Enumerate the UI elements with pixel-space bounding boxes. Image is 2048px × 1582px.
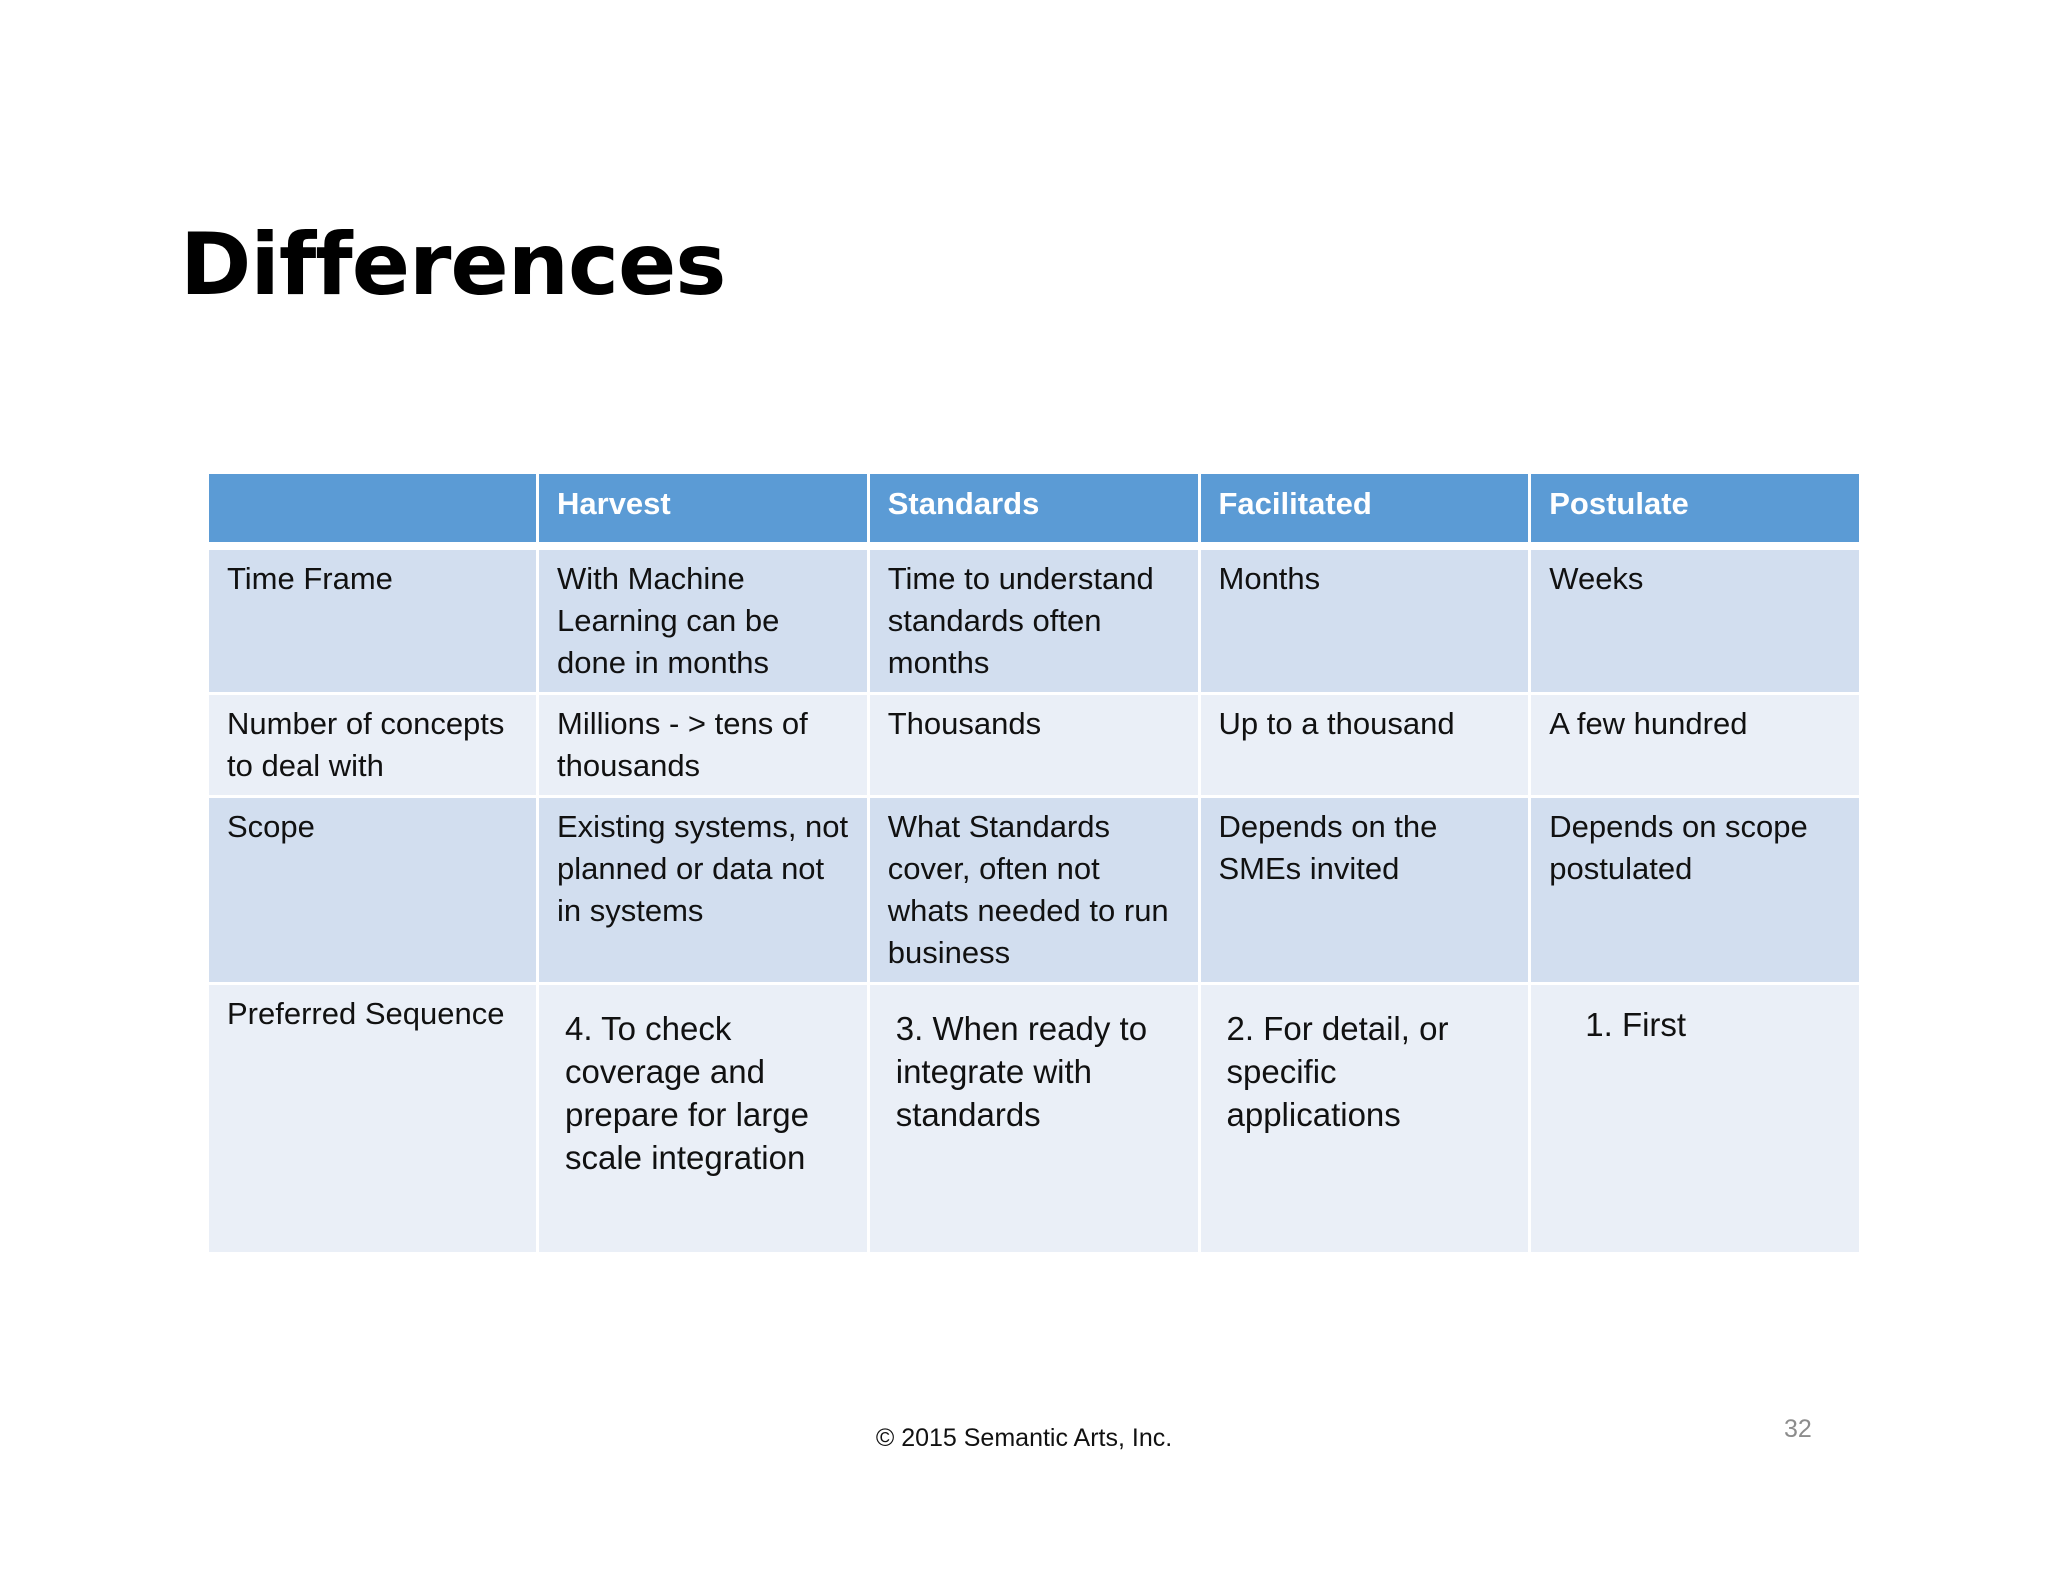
table-row [208, 546, 1861, 694]
table-cell: Millions - > tens of thousands [538, 693, 869, 796]
table-cell: Weeks [1530, 546, 1861, 694]
table-cell: 2. For detail, or specific applications [1199, 983, 1530, 1253]
table-cell: 1. First [1530, 983, 1861, 1253]
table-cell: Thousands [868, 693, 1199, 796]
table-row [208, 796, 1861, 983]
table-cell: Existing systems, not planned or data not in systems [538, 796, 869, 983]
row-label-scope: Scope [208, 796, 538, 983]
differences-table [206, 471, 1862, 1255]
table-cell: What Standards cover, often not whats needed to run business [868, 796, 1199, 983]
table-header-row [208, 473, 1861, 546]
row-label-preferred-sequence: Preferred Sequence [208, 983, 538, 1253]
table-row [208, 693, 1861, 796]
table-cell: Up to a thousand [1199, 693, 1530, 796]
row-label-time-frame: Time Frame [208, 546, 538, 694]
table-cell: Months [1199, 546, 1530, 694]
header-cell-empty [208, 473, 538, 546]
row-label-number-of-concepts: Number of concepts to deal with [208, 693, 538, 796]
header-cell-facilitated: Facilitated [1199, 473, 1530, 546]
table-cell: Time to understand standards often months [868, 546, 1199, 694]
slide-title: Differences [180, 215, 726, 315]
table-cell: Depends on scope postulated [1530, 796, 1861, 983]
table-cell: With Machine Learning can be done in months [538, 546, 869, 694]
table-cell: Depends on the SMEs invited [1199, 796, 1530, 983]
table-cell: 4. To check coverage and prepare for large scale integration [538, 983, 869, 1253]
header-cell-postulate: Postulate [1530, 473, 1861, 546]
footer-copyright: © 2015 Semantic Arts, Inc. [875, 1424, 1173, 1452]
header-cell-harvest: Harvest [538, 473, 869, 546]
header-cell-standards: Standards [868, 473, 1199, 546]
table-row [208, 983, 1861, 1253]
table-cell: A few hundred [1530, 693, 1861, 796]
page-number: 32 [1784, 1415, 1812, 1443]
table-cell: 3. When ready to integrate with standards [868, 983, 1199, 1253]
